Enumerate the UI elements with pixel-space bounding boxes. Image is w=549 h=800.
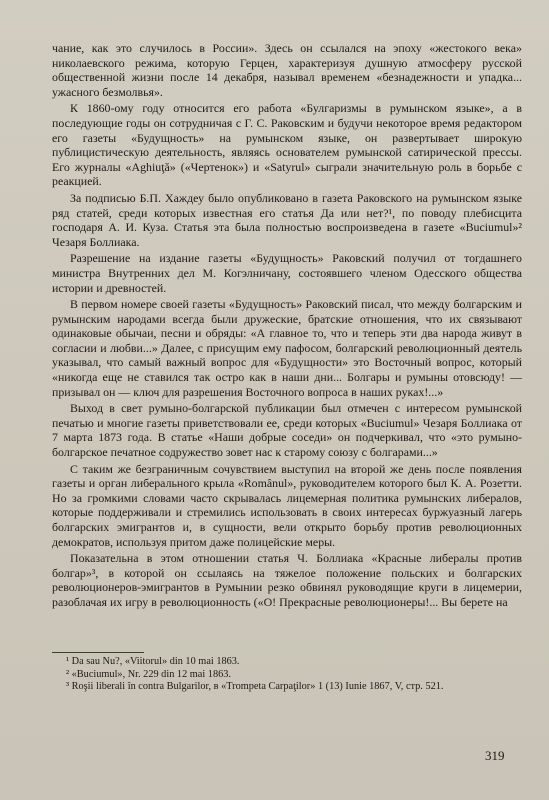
paragraph-6: Выход в свет румыно-болгарской публикации был отмечен с интересом румынской печатью и многие газеты приветствовали ее, среди которых «Buciumul» Чезаря Боллиака от 7 марта 1873 года. В статье «Наши добрые соседи» он подчеркивал, что «это румыно-болгарское печатное содружество зовет нас к старому союзу с болгарами...» — [52, 401, 522, 460]
paragraph-4: Разрешение на издание газеты «Будущность» Раковский получил от тогдашнего министра Внутренних дел М. Когэлничану, состоявшего членом Одесского общества истории и древностей. — [52, 251, 522, 295]
paragraph-2: К 1860-ому году относится его работа «Булгаризмы в румынском языке», а в последующие годы он сотрудничая с Г. С. Раковским и будучи некоторое время редактором его газеты «Будущность» на румынском языке, он развертывает широкую публицистическую деятельность, являясь основателем румынской сатирической прессы. Его журналы «Aghiuţă» («Чертенок») и «Satyrul» сыграли значительную роль в борьбе с реакцией. — [52, 101, 522, 189]
footnote-3: ³ Roşii liberali în contra Bulgarilor, в «Trompeta Carpaţilor» 1 (13) Iunie 1867, V, стр. 521. — [66, 681, 444, 693]
body-text — [52, 41, 522, 610]
footnote-divider — [52, 652, 144, 653]
paragraph-5: В первом номере своей газеты «Будущность» Раковский писал, что между болгарским и румынским народами всегда были дружеские, братские отношения, что их связывают одинаковые обычаи, песни и обряды: «А главное то, что и теперь эти два народа живут в согласии и любви...» Далее, с присущим ему пафосом, болгарский революционный деятель указывал, что самый важный вопрос для «Будущности» это Восточный вопрос, который «никогда еще не ставился так остро как в наши дни... Болгары и румыны отовсюду! — призывал он — ключ для разрешения Восточного вопроса в наших руках!...» — [52, 297, 522, 399]
paragraph-7: С таким же безграничным сочувствием выступил на второй же день после появления газеты и орган либерального крыла «Românul», руководителем которого был К. А. Розетти. Но за громкими словами часто скрывалась лицемерная политика румынских либералов, которые поддерживали и стремились использовать в своих интересах буржуазный лагерь болгарских эмигрантов и, в сущности, вели открыто борьбу против революционных демократов, используя притом даже полицейские меры. — [52, 461, 522, 549]
paragraph-3: За подписью Б.П. Хаждеу было опубликовано в газета Раковского на румынском языке ряд статей, среди которых известная его статья Да или нет?¹, по поводу плебисцита господаря А. И. Куза. Статья эта была полностью воспроизведена в газете «Buciumul»² Чезаря Боллиака. — [52, 190, 522, 249]
paragraph-8: Показательна в этом отношении статья Ч. Боллиака «Красные либералы против болгар»³, в которой он ссылаясь на тяжелое положение польских и болгарских революционеров-эмигрантов в Румынии резко обвинял руководящие круги в лицемерии, разоблачая их игру в революционность («О! Прекрасные революционеры!... Вы берете на — [52, 551, 522, 609]
footnote-2: ² «Buciumul», Nr. 229 din 12 mai 1863. — [66, 668, 231, 680]
paragraph-1: чание, как это случилось в России». Здесь он ссылался на эпоху «жестокого века» николаевского режима, которую Герцен, характеризуя душную атмосферу русской общественной жизни после 14 декабря, называл временем «безнадежности и упадка... ужасного безмолвья». — [52, 41, 522, 99]
page-number: 319 — [485, 748, 505, 763]
footnote-1: ¹ Da sau Nu?, «Viitorul» din 10 mai 1863. — [66, 656, 240, 667]
footnotes — [52, 656, 522, 694]
